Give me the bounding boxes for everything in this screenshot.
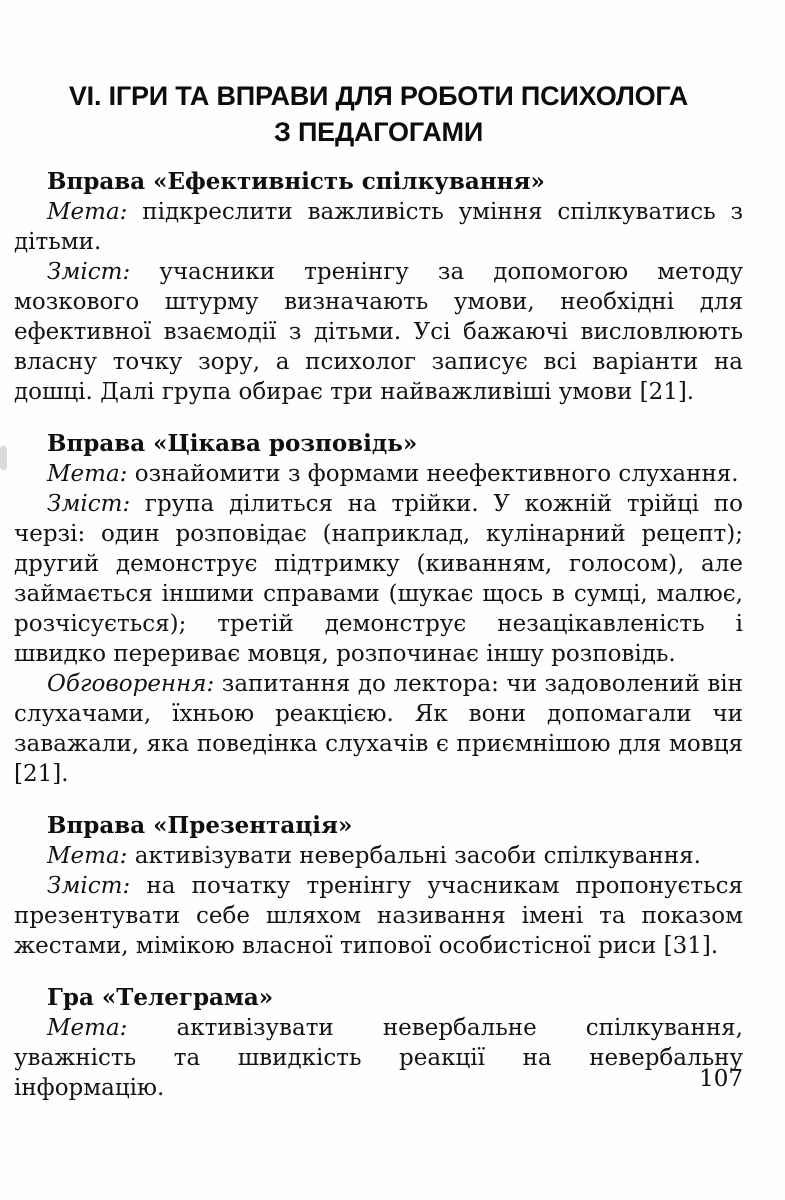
exercise-heading: Вправа «Ефективність спілкування» — [47, 168, 545, 195]
paragraph — [14, 841, 743, 871]
chapter-title-line1: VI. ІГРИ ТА ВПРАВИ ДЛЯ РОБОТИ ПСИХОЛОГА — [68, 81, 689, 111]
paragraph-text: на початку тренінгу учасникам пропонується презентувати себе шляхом називання імені та показом жестами, мімікою власної типової особистісної риси [31]. — [14, 873, 743, 959]
chapter-title — [14, 78, 743, 150]
paragraph — [14, 871, 743, 961]
paragraph-text: активізувати невербальні засоби спілкування. — [127, 843, 701, 869]
paragraph-lead: Обговорення: — [47, 671, 215, 697]
paragraph-lead: Зміст: — [47, 259, 131, 285]
paragraph-text: учасники тренінгу за допомогою методу мозкового штурму визначають умови, необхідні для ефективної взаємодії з дітьми. Усі бажаючі висловлюють власну точку зору, а психолог записує всі варіанти на дошці. Далі група обирає три найважливіші умови [21]. — [14, 259, 743, 405]
chapter-title-line2: З ПЕДАГОГАМИ — [273, 117, 484, 147]
game-heading: Гра «Телеграма» — [47, 984, 274, 1011]
paragraph-text: підкреслити важливість уміння спілкуватись з дітьми. — [14, 199, 743, 255]
scan-artifact — [0, 446, 7, 470]
paragraph-lead: Зміст: — [47, 873, 131, 899]
paragraph — [14, 1013, 743, 1103]
paragraph-lead: Мета: — [47, 199, 128, 225]
paragraph-lead: Зміст: — [47, 491, 131, 517]
paragraph — [14, 669, 743, 789]
paragraph-text: активізувати невербальне спілкування, уважність та швидкість реакції на невербальну інформацію. — [14, 1015, 743, 1101]
exercise-heading: Вправа «Презентація» — [47, 812, 353, 839]
paragraph-text: ознайомити з формами неефективного слухання. — [127, 461, 739, 487]
paragraph-lead: Мета: — [47, 1015, 128, 1041]
exercise-heading: Вправа «Цікава розповідь» — [47, 430, 418, 457]
paragraph — [14, 489, 743, 669]
paragraph-lead: Мета: — [47, 461, 128, 487]
paragraph-lead: Мета: — [47, 843, 128, 869]
paragraph — [14, 459, 743, 489]
paragraph-text: група ділиться на трійки. У кожній трійці по черзі: один розповідає (наприклад, кулінарний рецепт); другий демонструє підтримку (киванням, голосом), але займається іншими справами (шукає щось в сумці, малює, розчісується); третій демонструє незацікавленість і швидко перериває мовця, розпочинає іншу розповідь. — [14, 491, 743, 667]
page-content — [0, 78, 785, 1103]
page-number: 107 — [699, 1066, 743, 1092]
paragraph — [14, 257, 743, 407]
paragraph — [14, 197, 743, 257]
paragraph-text: запитання до лектора: чи задоволений він слухачами, їхньою реакцією. Як вони допомагали чи заважали, яка поведінка слухачів є приємнішою для мовця [21]. — [14, 671, 743, 787]
